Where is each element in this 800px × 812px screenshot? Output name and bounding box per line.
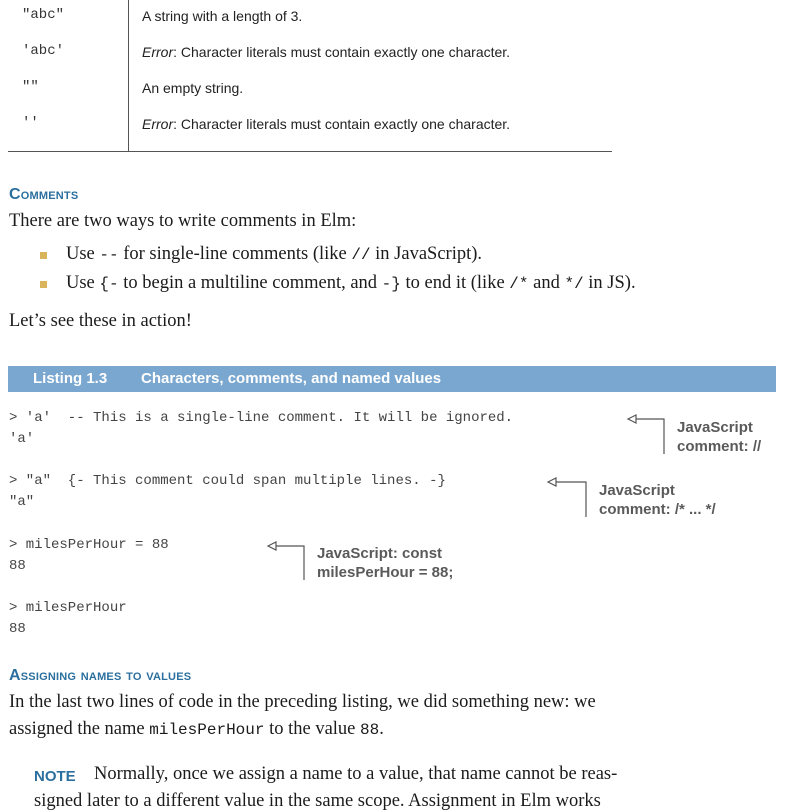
- callout-line: [276, 546, 304, 580]
- comments-heading: Comments: [9, 186, 79, 203]
- code-line: 'a': [9, 431, 35, 447]
- note-label: NOTE: [34, 768, 76, 785]
- table-cell-desc: Error: Character literals must contain exactly one character.: [142, 44, 511, 60]
- listing-title: Characters, comments, and named values: [141, 370, 442, 387]
- callout-line: [636, 419, 664, 454]
- note-text-continued: signed later to a different value in the same scope. Assignment in Elm works: [34, 791, 601, 811]
- annotation: JavaScript comment: /* ... */: [599, 482, 716, 518]
- callout-arrow: [268, 542, 276, 550]
- annotation: JavaScript comment: //: [677, 419, 762, 455]
- callout-arrow: [628, 415, 636, 423]
- note-text: Normally, once we assign a name to a value, that name cannot be reas-: [94, 764, 618, 784]
- table-cell-code: "abc": [22, 7, 65, 23]
- code-line: 88: [9, 558, 26, 574]
- callout-line: [556, 482, 586, 517]
- code-line: > milesPerHour: [9, 600, 127, 616]
- code-line: 88: [9, 621, 26, 637]
- table-cell-desc: A string with a length of 3.: [142, 8, 303, 24]
- table-cell-desc: Error: Character literals must contain exactly one character.: [142, 116, 511, 132]
- assigning-line-2: assigned the name milesPerHour to the value 88.: [9, 719, 384, 739]
- list-item-text: Use {- to begin a multiline comment, and -} to end it (like /* and */ in JS).: [66, 273, 636, 293]
- assigning-line-1: In the last two lines of code in the preceding listing, we did something new: we: [9, 692, 596, 712]
- table-cell-code: 'abc': [22, 43, 65, 59]
- code-line: > "a" {- This comment could span multiple lines. -}: [9, 473, 446, 489]
- table-cell-desc: An empty string.: [142, 80, 244, 96]
- assigning-heading: Assigning names to values: [9, 667, 192, 684]
- code-line: "a": [9, 494, 35, 510]
- code-line: > 'a' -- This is a single-line comment. It will be ignored.: [9, 410, 514, 426]
- comments-intro: There are two ways to write comments in Elm:: [9, 211, 357, 231]
- comments-outro: Let’s see these in action!: [9, 311, 192, 331]
- table-cell-code: '': [22, 115, 39, 131]
- listing-label: Listing 1.3: [33, 370, 108, 387]
- code-line: > milesPerHour = 88: [9, 537, 169, 553]
- table-cell-code: "": [22, 79, 39, 95]
- list-item-text: Use -- for single-line comments (like // in JavaScript).: [66, 244, 483, 264]
- callout-arrow: [548, 478, 556, 486]
- annotation: JavaScript: const milesPerHour = 88;: [317, 545, 454, 581]
